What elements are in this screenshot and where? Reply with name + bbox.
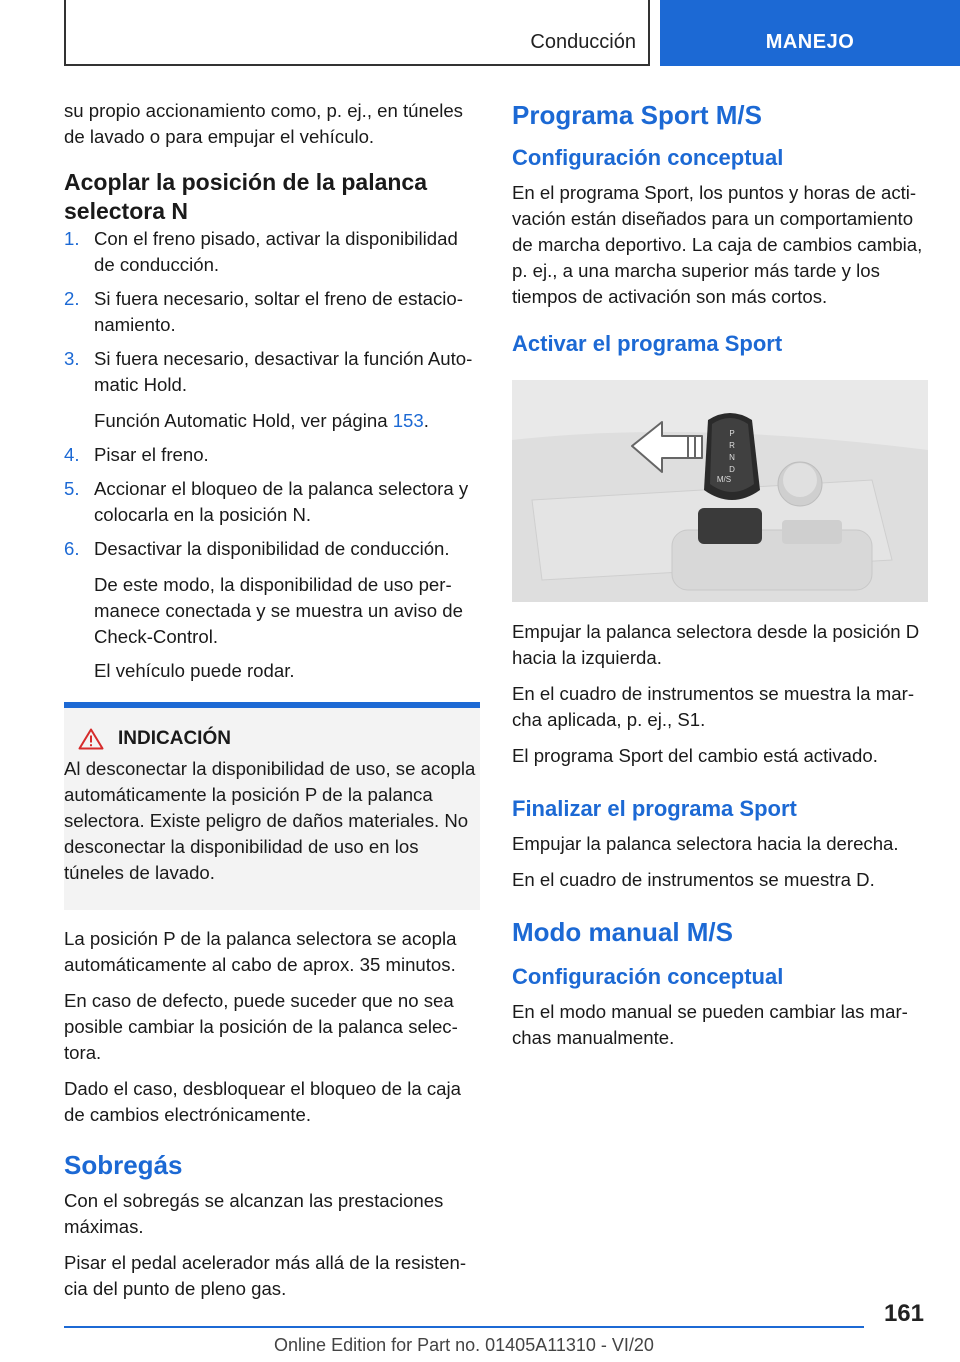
list-item: 2. Si fuera necesario, soltar el freno de estacionamiento.: [64, 288, 463, 335]
paragraph-defect: En caso de defecto, puede suceder que no sea posible cambiar la posición de la palanca selectora.: [64, 990, 458, 1063]
right-column: [512, 98, 928, 1061]
lever-label-p: P: [729, 429, 735, 438]
step6-note-1: De este modo, la disponibilidad de uso permanece conectada y se muestra un aviso de Check-Control.: [94, 574, 463, 647]
paragraph-concept-1: En el programa Sport, los puntos y horas de activación están diseñados para un comportamiento de marcha deportivo. La caja de cambios cambia, p. ej., a una marcha superior más tarde y los tiempos de activación son más cortos.: [512, 182, 923, 307]
list-item: 1. Con el freno pisado, activar la disponibilidad de conducción.: [64, 228, 458, 275]
gear-selector-illustration: [512, 380, 928, 602]
paragraph-activate-2: En el cuadro de instrumentos se muestra la marcha aplicada, p. ej., S1.: [512, 683, 915, 730]
notice-title-row: [64, 728, 480, 750]
paragraph-sobregas-2: Pisar el pedal acelerador más allá de la resistencia del punto de pleno gas.: [64, 1252, 467, 1299]
notice-title: INDICACIÓN: [118, 728, 231, 749]
page-link-153[interactable]: 153: [392, 410, 424, 431]
paragraph-sobregas-1: Con el sobregás se alcanzan las prestaciones máximas.: [64, 1190, 444, 1237]
lever-label-r: R: [729, 441, 735, 450]
notice-box: [64, 702, 480, 910]
paragraph-unlock: Dado el caso, desbloquear el bloqueo de la caja de cambios electrónicamente.: [64, 1078, 461, 1125]
left-column: [64, 98, 480, 1312]
header-section-title: Conducción: [530, 31, 636, 53]
step3-note: Función Automatic Hold, ver página 153.: [94, 410, 429, 431]
paragraph-p-auto: La posición P de la palanca selectora se acopla automáticamente al cabo de aprox. 35 minutos.: [64, 928, 457, 975]
heading-concept-2: Configuración conceptual: [512, 964, 784, 989]
list-item: 5. Accionar el bloqueo de la palanca selectora y colocarla en la posición N.: [64, 478, 469, 525]
paragraph-activate-1: Empujar la palanca selectora desde la posición D hacia la izquierda.: [512, 621, 920, 668]
lever-label-d: D: [729, 465, 735, 474]
heading-coupling-n: Acoplar la posición de la palanca selectora N: [64, 169, 428, 224]
heading-activate-sport: Activar el programa Sport: [512, 331, 783, 356]
paragraph-finish-2: En el cuadro de instrumentos se muestra D.: [512, 869, 875, 890]
heading-sobregas: Sobregás: [64, 1150, 183, 1180]
list-item: 4. Pisar el freno.: [64, 444, 209, 465]
paragraph-activate-3: El programa Sport del cambio está activado.: [512, 745, 878, 766]
list-item: 3. Si fuera necesario, desactivar la función Automatic Hold.: [64, 348, 473, 395]
lever-label-n: N: [729, 453, 735, 462]
step6-note-2: El vehículo puede rodar.: [94, 660, 295, 681]
heading-concept-1: Configuración conceptual: [512, 145, 784, 170]
heading-finish-sport: Finalizar el programa Sport: [512, 796, 797, 821]
intro-paragraph: su propio accionamiento como, p. ej., en túneles de lavado o para empujar el vehículo.: [64, 100, 463, 147]
list-item: 6. Desactivar la disponibilidad de conducción.: [64, 538, 450, 559]
steps-list-b: [64, 442, 480, 562]
steps-list-a: [64, 226, 480, 398]
notice-text: Al desconectar la disponibilidad de uso, se acopla automáticamente la posición P de la palanca selectora. Existe peligro de daños materiales. No desconectar la disponibilidad de uso en los túneles de lavado.: [64, 758, 476, 883]
header-chapter-tab[interactable]: MANEJO: [660, 0, 960, 66]
footer-edition: Online Edition for Part no. 01405A11310 - VI/20: [64, 1326, 864, 1362]
warning-triangle-icon: [78, 728, 104, 750]
page-number: 161: [883, 1300, 924, 1327]
paragraph-concept-2: En el modo manual se pueden cambiar las marchas manualmente.: [512, 1001, 908, 1048]
paragraph-finish-1: Empujar la palanca selectora hacia la derecha.: [512, 833, 899, 854]
header-section-box: [64, 0, 650, 66]
heading-manual-mode: Modo manual M/S: [512, 917, 733, 947]
heading-sport-program: Programa Sport M/S: [512, 100, 762, 130]
lever-label-ms: M/S: [716, 475, 732, 484]
